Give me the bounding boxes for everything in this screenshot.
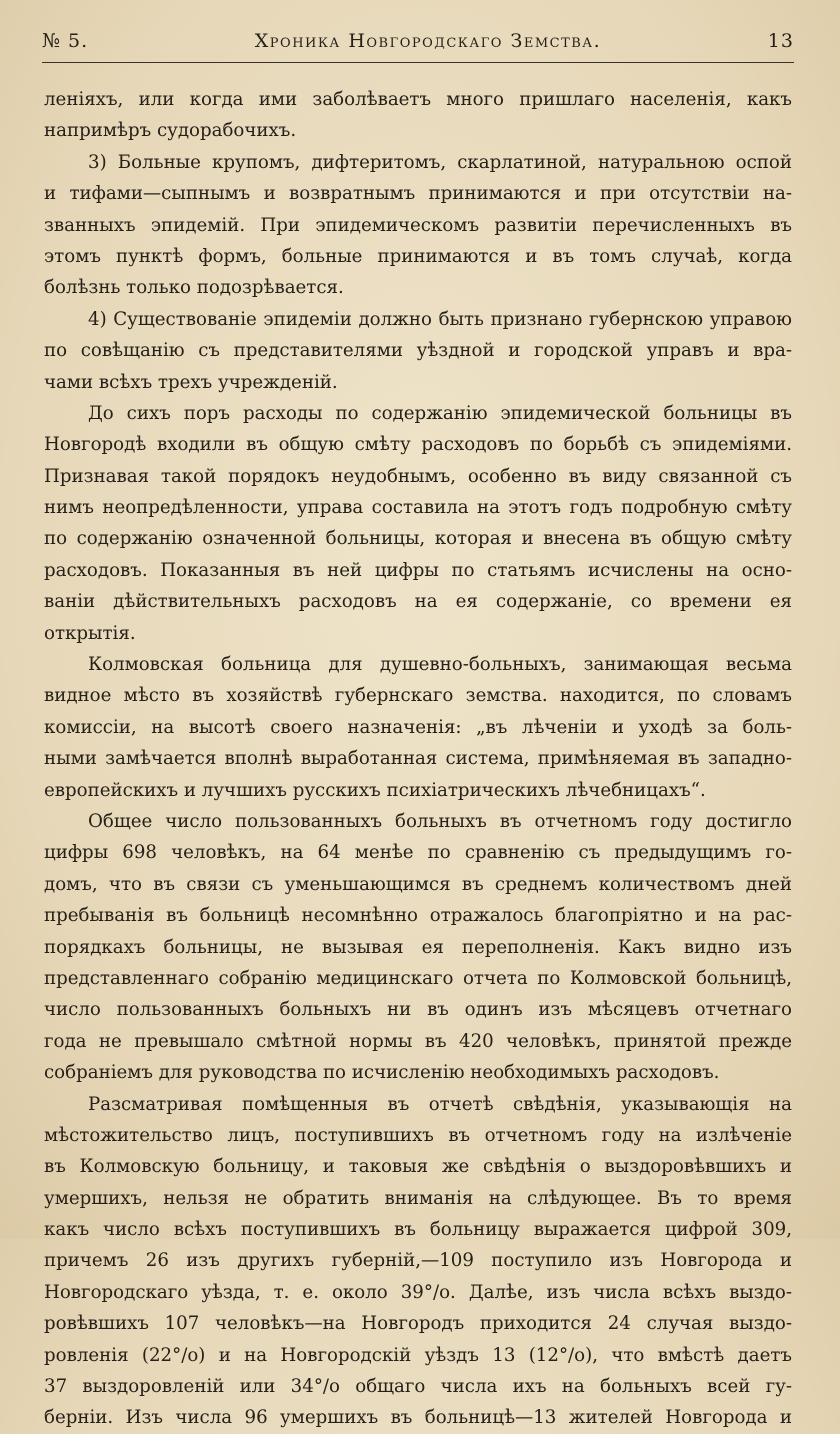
text-line: представленнаго собранію медицинскаго отчета по Колмовской больницѣ, <box>44 967 792 989</box>
text-line: ваніи дѣйствительныхъ расходовъ на ея содержаніе, со времени ея <box>44 591 792 613</box>
text-line: нимъ неопредѣленности, управа составила на этотъ годъ подробную смѣту <box>44 497 792 519</box>
text-line: 4) Существованіе эпидеміи должно быть признано губернскою управою <box>88 308 792 330</box>
text-line: этомъ пунктѣ формъ, больные принимаются и въ томъ случаѣ, когда <box>44 245 792 267</box>
text-line: въ Колмовскую больницу, и таковыя же свѣдѣнія о выздоровѣвшихъ и <box>44 1156 792 1178</box>
text-line: Разсматривая помѣщенныя въ отчетѣ свѣдѣнія, указывающія на <box>88 1093 792 1115</box>
text-line: комиссіи, на высотѣ своего назначенія: „въ лѣченіи и уходѣ за боль- <box>44 716 792 738</box>
body-text <box>44 84 792 1434</box>
text-line: по содержанію означенной больницы, которая и внесена въ общую смѣту <box>44 528 792 550</box>
text-line: пребыванія въ больницѣ несомнѣнно отражалось благопріятно и на рас- <box>44 905 792 927</box>
text-line: Новгородскаго уѣзда, т. е. около 39°/о. Далѣе, изъ числа всѣхъ выздо- <box>44 1281 792 1303</box>
text-line: открытія. <box>44 622 136 644</box>
running-header <box>42 30 794 62</box>
text-line: 37 выздоровленій или 34°/о общаго числа ихъ на больныхъ всей гу- <box>44 1376 792 1398</box>
text-line: Общее число пользованныхъ больныхъ въ отчетномъ году достигло <box>88 810 792 832</box>
text-line: и тифами—сыпнымъ и возвратнымъ принимаются и при отсутствіи на- <box>44 183 792 205</box>
text-line: собраніемъ для руководства по исчисленію необходимыхъ расходовъ. <box>44 1062 720 1084</box>
text-line: порядкахъ больницы, не вызывая ея переполненія. Какъ видно изъ <box>44 936 792 958</box>
text-line: видное мѣсто въ хозяйствѣ губернскаго земства. находится, по словамъ <box>44 685 792 707</box>
text-line: званныхъ эпидемій. При эпидемическомъ развитіи перечисленныхъ въ <box>44 214 792 236</box>
page-number: 13 <box>767 30 794 52</box>
text-line: цифры 698 человѣкъ, на 64 менѣе по сравненію съ предыдущимъ го- <box>44 842 792 864</box>
text-line: До сихъ поръ расходы по содержанію эпидемической больницы въ <box>88 402 792 424</box>
journal-title: Хроника Новгородскаго Земства. <box>254 30 602 52</box>
text-line: число пользованныхъ больныхъ ни въ одинъ изъ мѣсяцевъ отчетнаго <box>44 999 792 1021</box>
text-line: умершихъ, нельзя не обратить вниманія на слѣдующее. Въ то время <box>44 1187 792 1209</box>
text-line: какъ число всѣхъ поступившихъ въ больницу выражается цифрой 309, <box>44 1219 792 1241</box>
text-line: года не превышало смѣтной нормы въ 420 человѣкъ, принятой прежде <box>44 1030 792 1052</box>
text-line: Признавая такой порядокъ неудобнымъ, особенно въ виду связанной съ <box>44 465 792 487</box>
text-line: напримѣръ судорабочихъ. <box>44 120 297 142</box>
text-line: причемъ 26 изъ другихъ губерній,—109 поступило изъ Новгорода и <box>44 1250 792 1272</box>
text-line: расходовъ. Показанныя въ ней цифры по статьямъ исчислены на осно- <box>44 559 792 581</box>
text-line: леніяхъ, или когда ими заболѣваетъ много пришлаго населенія, какъ <box>44 89 792 110</box>
text-line: ровѣвшихъ 107 человѣкъ—на Новгородъ приходится 24 случая выздо- <box>44 1313 792 1335</box>
text-line: европейскихъ и лучшихъ русскихъ психіатрическихъ лѣчебницахъ“. <box>44 779 706 801</box>
text-line: Колмовская больница для душевно-больныхъ, занимающая весьма <box>88 654 792 676</box>
text-line: мѣстожительство лицъ, поступившихъ въ отчетномъ году на излѣченіе <box>44 1124 792 1146</box>
text-line: ными замѣчается вполнѣ выработанная система, примѣняемая въ западно- <box>44 748 792 770</box>
text-line: берніи. Изъ числа 96 умершихъ въ больницѣ—13 жителей Новгорода и <box>44 1407 792 1429</box>
text-line: по совѣщанію съ представителями уѣздной и городской управъ и вра- <box>44 340 792 362</box>
text-line: болѣзнь только подозрѣвается. <box>44 277 344 299</box>
issue-number: № 5. <box>42 30 89 52</box>
text-line: домъ, что въ связи съ уменьшающимся въ среднемъ количествомъ дней <box>44 873 792 895</box>
text-line: ровленія (22°/о) и на Новгородскій уѣздъ 13 (12°/о), что вмѣстѣ даетъ <box>44 1344 792 1366</box>
text-line: чами всѣхъ трехъ учрежденій. <box>44 371 338 393</box>
text-line: Новгородѣ входили въ общую смѣту расходовъ по борьбѣ съ эпидеміями. <box>44 434 792 456</box>
text-line: 3) Больные крупомъ, дифтеритомъ, скарлатиной, натуральною оспой <box>88 151 792 173</box>
header-rule <box>42 62 794 63</box>
